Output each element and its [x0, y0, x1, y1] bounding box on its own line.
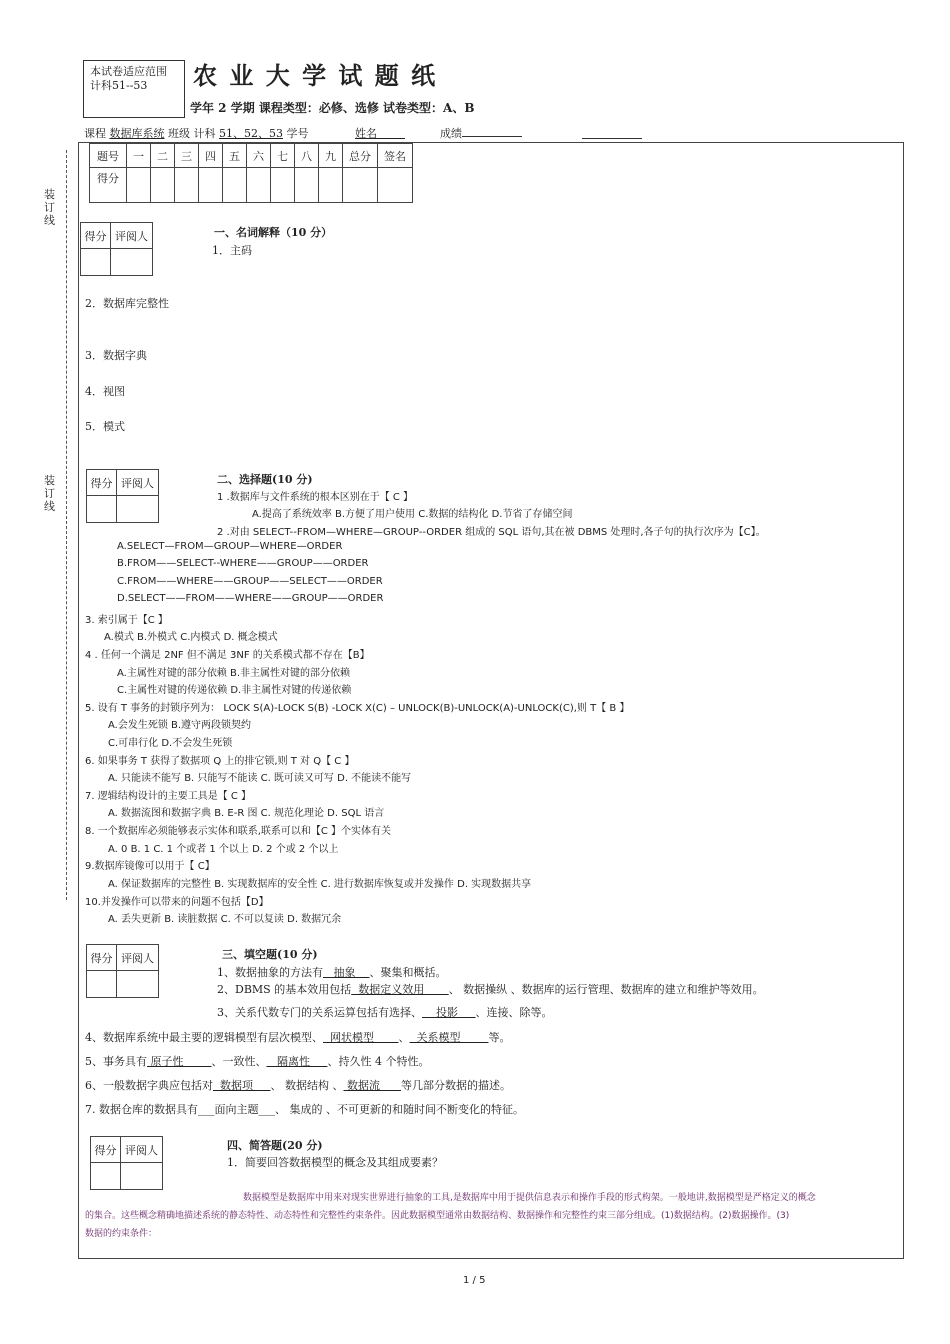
score-table-header-cell: 七 [271, 144, 295, 168]
score-cell[interactable] [199, 168, 223, 203]
score-cell[interactable] [343, 168, 378, 203]
score-table-header-cell: 五 [223, 144, 247, 168]
class-label: 班级 [168, 127, 190, 140]
score-cell[interactable] [127, 168, 151, 203]
mc-question: 8. 一个数据库必须能够表示实体和联系,联系可以和【C 】个实体有关 [85, 826, 392, 837]
mc-options: C.可串行化 D.不会发生死锁 [108, 738, 233, 749]
answer-line: 数据模型是数据库中用来对现实世界进行抽象的工具,是数据库中用于提供信息表示和操作手段的形式构架。一般地讲,数据模型是严格定义的概念 [243, 1193, 816, 1203]
mc-question: 7. 逻辑结构设计的主要工具是【 C 】 [85, 791, 252, 802]
fill-item-7: 7. 数据仓库的数据具有___面向主题___、 集成的 、不可更新的和随时间不断变化的特征。 [85, 1103, 524, 1116]
mc-option: A.SELECT—FROM—GROUP—WHERE—ORDER [117, 541, 343, 552]
mc-options: A. 丢失更新 B. 读脏数据 C. 不可以复读 D. 数据冗余 [108, 914, 342, 925]
grader-score-cell[interactable] [87, 971, 117, 998]
fill-text: 4、数据库系统中最主要的逻辑模型有层次模型、 [85, 1031, 323, 1044]
fill-text: 等。 [488, 1031, 511, 1044]
fill-answer: 数据项 [213, 1079, 271, 1092]
fill-text: 、一致性、 [211, 1055, 267, 1068]
fill-item-3 [217, 1004, 552, 1020]
answer-line: 数据的约束条件： [85, 1229, 158, 1239]
fill-text: 、连接、除等。 [475, 1006, 553, 1019]
mc-options: C.主属性对键的传递依赖 D.非主属性对键的传递依赖 [117, 685, 352, 696]
grader-reviewer-label: 评阅人 [117, 470, 159, 496]
mc-question: 6. 如果事务 T 获得了数据项 Q 上的排它锁,则 T 对 Q【 C 】 [85, 756, 355, 767]
grader-reviewer-label: 评阅人 [111, 223, 153, 249]
section3-title: 三、填空题(10 分) [222, 948, 318, 961]
fill-text: 1、数据抽象的方法有 [217, 966, 323, 979]
fill-text: 等几部分数据的描述。 [400, 1079, 511, 1092]
grader-reviewer-cell[interactable] [111, 249, 153, 276]
fill-text: 、聚集和概括。 [369, 966, 447, 979]
score-table-header-cell: 六 [247, 144, 271, 168]
grader-box-2 [86, 469, 159, 523]
score-cell[interactable] [271, 168, 295, 203]
score-cell[interactable] [247, 168, 271, 203]
grader-score-label: 得分 [81, 223, 111, 249]
fill-answer: 抽象 [323, 966, 370, 979]
grader-reviewer-cell[interactable] [117, 971, 159, 998]
answer-line: 的集合。这些概念精确地描述系统的静态特性、动态特性和完整性约束条件。因此数据模型通常由数据结构、数据操作和完整性约束三部分组成。(1)数据结构。(2)数据操作。(3) [85, 1211, 790, 1221]
grader-score-cell[interactable] [81, 249, 111, 276]
grader-reviewer-label: 评阅人 [117, 945, 159, 971]
score-row-label: 得分 [90, 168, 127, 203]
grader-reviewer-cell[interactable] [121, 1163, 163, 1190]
grader-reviewer-cell[interactable] [117, 496, 159, 523]
fill-answer: 数据流 [343, 1079, 401, 1092]
binding-line [66, 150, 67, 900]
grader-score-label: 得分 [87, 470, 117, 496]
section4-title: 四、简答题(20 分) [227, 1139, 323, 1152]
fill-text: 、持久性 4 个特性。 [327, 1055, 430, 1068]
mc-question: 5. 设有 T 事务的封锁序列为： LOCK S(A)-LOCK S(B) -LOCK X(C) – UNLOCK(B)-UNLOCK(A)-UNLOCK(C),则 T【 B 】 [85, 703, 630, 714]
mc-option: D.SELECT——FROM——WHERE——GROUP——ORDER [117, 593, 384, 604]
mc-options: A.提高了系统效率 B.方便了用户使用 C.数据的结构化 D.节省了存储空间 [252, 509, 573, 520]
term-item: 2．数据库完整性 [85, 297, 169, 310]
course-value: 数据库系统 [109, 127, 165, 140]
score-field[interactable] [440, 125, 522, 141]
course-info-line [84, 125, 309, 141]
mc-question: 1 .数据库与文件系统的根本区别在于【 C 】 [217, 492, 414, 503]
id-label: 学号 [286, 127, 309, 140]
binding-label-top: 装订线 [44, 188, 55, 227]
grader-box-3 [86, 944, 159, 998]
mc-option: C.FROM——WHERE——GROUP——SELECT——ORDER [117, 576, 383, 587]
term-item: 1．主码 [212, 244, 252, 257]
score-table-header-cell: 题号 [90, 144, 127, 168]
section1-title: 一、名词解释（10 分） [214, 226, 333, 239]
fill-text: 、 [398, 1031, 410, 1044]
score-cell[interactable] [378, 168, 413, 203]
fill-answer: 原子性 [147, 1055, 212, 1068]
grader-box-4 [90, 1136, 163, 1190]
section2-title: 二、选择题(10 分) [217, 473, 313, 486]
fill-item-6 [85, 1077, 511, 1093]
score-table-header-cell: 三 [175, 144, 199, 168]
class-prefix: 计科 [193, 127, 216, 140]
mc-question: 4 . 任何一个满足 2NF 但不满足 3NF 的关系模式都不存在【B】 [85, 650, 370, 661]
score-cell[interactable] [223, 168, 247, 203]
mc-question: 2 .对由 SELECT--FROM—WHERE—GROUP--ORDER 组成的 SQL 语句,其在被 DBMS 处理时,各子句的执行次序为【C】。 [217, 527, 766, 538]
grader-score-label: 得分 [91, 1137, 121, 1163]
page-title: 农 业 大 学 试 题 纸 [193, 61, 438, 90]
fill-answer: 投影 [422, 1006, 476, 1019]
fill-item-4 [85, 1029, 510, 1045]
grader-score-label: 得分 [87, 945, 117, 971]
score-table [89, 143, 413, 203]
class-value: 51、52、53 [219, 127, 283, 140]
exam-subtitle: 学年 2 学期 课程类型：必修、选修 试卷类型：A、B [190, 101, 475, 115]
fill-text: 、 数据操纵 、数据库的运行管理、数据库的建立和维护等效用。 [448, 983, 764, 996]
fill-answer: 隔离性 [266, 1055, 328, 1068]
mc-options: A. 数据流图和数据字典 B. E-R 图 C. 规范化理论 D. SQL 语言 [108, 808, 385, 819]
blank-underline [582, 138, 642, 139]
score-cell[interactable] [295, 168, 319, 203]
mc-options: A. 保证数据库的完整性 B. 实现数据库的安全性 C. 进行数据库恢复或并发操作 D. 实现数据共享 [108, 879, 532, 890]
mc-question: 3. 索引属于【C 】 [85, 615, 168, 626]
page-number: 1 / 5 [463, 1275, 486, 1286]
short-question: 1．简要回答数据模型的概念及其组成要素？ [227, 1156, 443, 1169]
scope-line1: 本试卷适应范围 [90, 65, 167, 78]
fill-answer: 网状模型 [323, 1031, 399, 1044]
term-item: 4．视图 [85, 385, 125, 398]
score-table-header-cell: 九 [319, 144, 343, 168]
fill-answer: 数据定义效用 [351, 983, 449, 996]
fill-text: 6、一般数据字典应包括对 [85, 1079, 213, 1092]
score-label: 成绩 [440, 127, 462, 140]
score-cell[interactable] [151, 168, 175, 203]
scope-box [83, 60, 185, 118]
mc-options: A. 0 B. 1 C. 1 个或者 1 个以上 D. 2 个或 2 个以上 [108, 844, 339, 855]
grader-score-cell[interactable] [87, 496, 117, 523]
score-table-header-cell: 八 [295, 144, 319, 168]
term-item: 3．数据字典 [85, 349, 147, 362]
grader-reviewer-label: 评阅人 [121, 1137, 163, 1163]
mc-options: A. 只能读不能写 B. 只能写不能读 C. 既可读又可写 D. 不能读不能写 [108, 773, 412, 784]
scope-line2: 计科51--53 [90, 79, 148, 92]
score-table-header-cell: 二 [151, 144, 175, 168]
fill-text: 5、事务具有 [85, 1055, 147, 1068]
name-field[interactable] [355, 125, 405, 141]
score-table-header-cell: 总分 [343, 144, 378, 168]
fill-text: 3、关系代数专门的关系运算包括有选择、 [217, 1006, 422, 1019]
score-table-header-cell: 四 [199, 144, 223, 168]
name-label: 姓名 [355, 127, 377, 140]
score-cell[interactable] [175, 168, 199, 203]
mc-options: A.模式 B.外模式 C.内模式 D. 概念模式 [104, 632, 278, 643]
fill-answer: 关系模型 [409, 1031, 489, 1044]
fill-item-1 [217, 964, 446, 980]
mc-options: A.会发生死锁 B.遵守两段锁契约 [108, 720, 252, 731]
mc-option: B.FROM——SELECT--WHERE——GROUP——ORDER [117, 558, 369, 569]
fill-text: 2、DBMS 的基本效用包括 [217, 983, 352, 996]
mc-options: A.主属性对键的部分依赖 B.非主属性对键的部分依赖 [117, 668, 351, 679]
grader-box-1 [80, 222, 153, 276]
mc-question: 10.并发操作可以带来的问题不包括【D】 [85, 897, 269, 908]
term-item: 5．模式 [85, 420, 125, 433]
fill-item-5 [85, 1053, 429, 1069]
score-table-header-cell: 一 [127, 144, 151, 168]
mc-question: 9.数据库镜像可以用于【 C】 [85, 861, 215, 872]
score-table-header-cell: 签名 [378, 144, 413, 168]
binding-label-bottom: 装订线 [44, 474, 55, 513]
score-cell[interactable] [319, 168, 343, 203]
fill-item-2 [217, 981, 764, 997]
grader-score-cell[interactable] [91, 1163, 121, 1190]
fill-text: 、 数据结构 、 [270, 1079, 344, 1092]
course-label: 课程 [84, 127, 106, 140]
